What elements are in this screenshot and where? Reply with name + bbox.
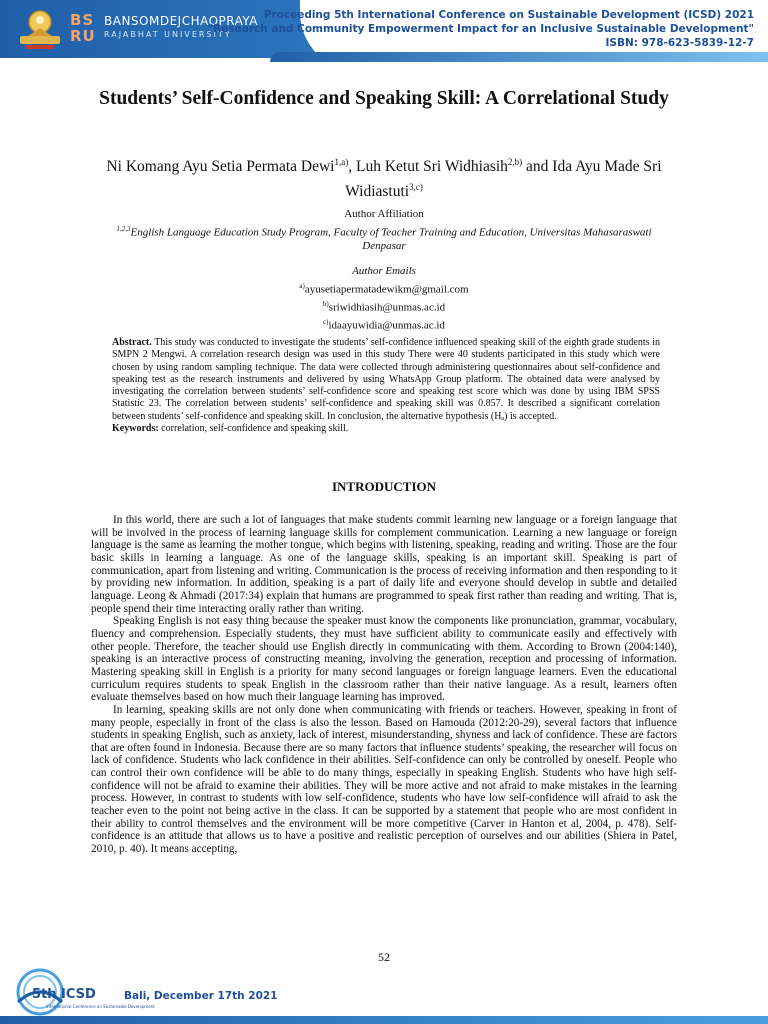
page-number: 52 — [378, 950, 390, 964]
paragraph: In this world, there are such a lot of languages that make students commit learning new language or a foreign language that will be involved in the process of learning language skills for complement communication. Learning a new language or foreign language is the same as learning the mother tongue, which begins with listening, speaking, reading and writing. Those are the four basic skills in learning a language. As one of the language skills, speaking is an important skill. Speaking is part of communication, apart from listening and writing. Communication is the process of receiving information and then responding to it by providing new information. In addition, speaking is a part of daily life and everyone should develop in subtle and detailed language. Leong & Ahmadi (2017:34) explain that humans are programmed to speak first rather than reading and writing. That is, people spend their time interacting orally rather than writing. — [91, 514, 677, 615]
header-accent-stripe — [270, 52, 768, 62]
author-name: Ayu Made Sri Widiastuti — [345, 158, 662, 201]
body-text — [91, 514, 677, 856]
page-footer — [0, 960, 768, 1024]
affiliation — [100, 223, 668, 253]
author-name: Luh Ketut Sri Widhiasih — [355, 158, 508, 176]
section-heading: INTRODUCTION — [331, 479, 436, 494]
affiliation-text: English Language Education Study Program, Faculty of Teacher Training and Education, Universitas Mahasaraswati Denpasar — [130, 226, 652, 252]
icsd-logo-icon — [10, 962, 155, 1014]
email-link[interactable]: ayusetiapermatadewikm@gmail.com — [304, 283, 469, 296]
icsd-logo-subtext: International Conference on Sustainable Development — [46, 1004, 155, 1009]
author-sup: 1,a) — [334, 157, 349, 167]
author-list: Ni Komang Ayu Setia Permata Dewi$^{1,a)}$, Luh Ketut Sri Widhiasih$^{2,b)}$ and Ida Ayu Made Sri Widiastuti$^{3,c)}$ — [106, 157, 662, 201]
affiliation-sup: 1,2,3 — [116, 225, 131, 233]
email-link[interactable]: sriwidhiasih@unmas.ac.id — [328, 301, 446, 314]
email-list — [90, 279, 678, 333]
icsd-logo-text: 5th ICSD — [32, 987, 96, 1002]
abstract-text: This study was conducted to investigate the students’ self-confidence influenced speaking skill of the eighth grade students in SMPN 2 Mengwi. A correlation research design was used in this study There were 40 students participated in this study which were chosen by using random sampling technique. The data were collected through administering questionnaires about self-confidence and speaking test as the research instruments and delivered by using WhatsApp Group platform. The obtained data were analysed by investigating the correlation between students’ self-confidence score and speaking test score which was done by using IBM SPSS Statistic 23. The correlation between students’ self-confidence and speaking skill was 0.857. It described a significant correlation between students’ self-confidence and speaking skill. In conclusion, the alternative hypothesis (Hₐ) is accepted. — [112, 337, 660, 422]
email-sup: b) — [322, 300, 329, 309]
paper-title: Students’ Self-Confidence and Speaking Skill: A Correlational Study — [99, 88, 669, 109]
author-join: and Ida — [526, 158, 573, 176]
university-emblem-icon — [18, 6, 62, 52]
university-subtitle: RAJABHAT UNIVERSITY — [104, 30, 232, 39]
author-sup: 2,b) — [507, 157, 523, 167]
author-sup: 3,c) — [409, 182, 423, 193]
keywords-text: correlation, self-confidence and speaking skill. — [161, 423, 349, 435]
keywords-label: Keywords: — [112, 423, 159, 435]
author-name: Ni Komang Ayu Setia Permata Dewi — [106, 158, 335, 176]
university-name: BANSOMDEJCHAOPRAYA — [104, 14, 259, 28]
paragraph: Speaking English is not easy thing because the speaker must know the components like pronunciation, grammar, vocabulary, fluency and comprehension. Especially students, they must have sufficient ability to communicate easily and effectively with other people. Therefore, the teacher should use English directly in communicating with them. According to Brown (2004:140), speaking is an interactive process of constructing meaning, involving the generation, reception and processing of information. Mastering speaking skill in English is a priority for many second languages or foreign language learners. Even the educational curriculum requires students to speak English in the classroom rather than their native language. As a result, learners often evaluate themselves based on how much their language learning has improved. — [91, 615, 677, 704]
email-sup: a) — [299, 282, 305, 290]
isbn: ISBN: 978-623-5839-12-7 — [605, 37, 754, 49]
affiliation-label: Author Affiliation — [344, 208, 424, 220]
abstract — [112, 337, 660, 435]
conference-info — [208, 8, 754, 50]
footer-band — [0, 1016, 768, 1024]
emails-label: Author Emails — [352, 265, 416, 277]
abstract-label: Abstract. — [112, 337, 152, 348]
university-mark: BS RU — [70, 11, 96, 45]
conference-title: Proceeding 5th International Conference on Sustainable Development (ICSD) 2021 — [263, 9, 754, 21]
paragraph: In learning, speaking skills are not only done when communicating with friends or teachers. However, speaking in front of many people, especially in front of the class is also the lesson. Based on Hamouda (2012:20-29), several factors that influence students in speaking English, such as anxiety, lack of interest, misunderstanding, shyness and lack of confidence. These are factors that are often found in Indonesia. Because there are so many factors that influence students’ speaking, the researcher will focus on lack of confidence. Students who lack confidence in their abilities. Self-confidence can only be controlled by oneself. People who can control their own confidence will be able to do many things, especially in speaking English. Students who have high self-confidence will not be afraid to examine their abilities. They will be more active and not afraid to make mistakes in the learning process. However, in contrast to students with low self-confidence, students who have low self-confidence will afraid to ask the teacher even to the point not being active in the class. It can be supported by a statement that people who are most confident in their ability to control themselves and the environment will be more competitive (Carver in Hanton et al, 2004, p. 478). Self-confidence is an attitude that allows us to have a positive and realistic perception of ourselves and our abilities (Shiera in Patel, 2010, p. 40). It means accepting, — [91, 703, 677, 856]
email-link[interactable]: idaayuwidia@unmas.ac.id — [328, 319, 445, 332]
page-header — [0, 0, 768, 72]
conference-date: Bali, December 17th 2021 — [124, 990, 278, 1002]
email-sup: c) — [323, 318, 329, 327]
conference-theme: "Research and Community Empowerment Impact for an Inclusive Sustainable Development" — [207, 23, 754, 35]
